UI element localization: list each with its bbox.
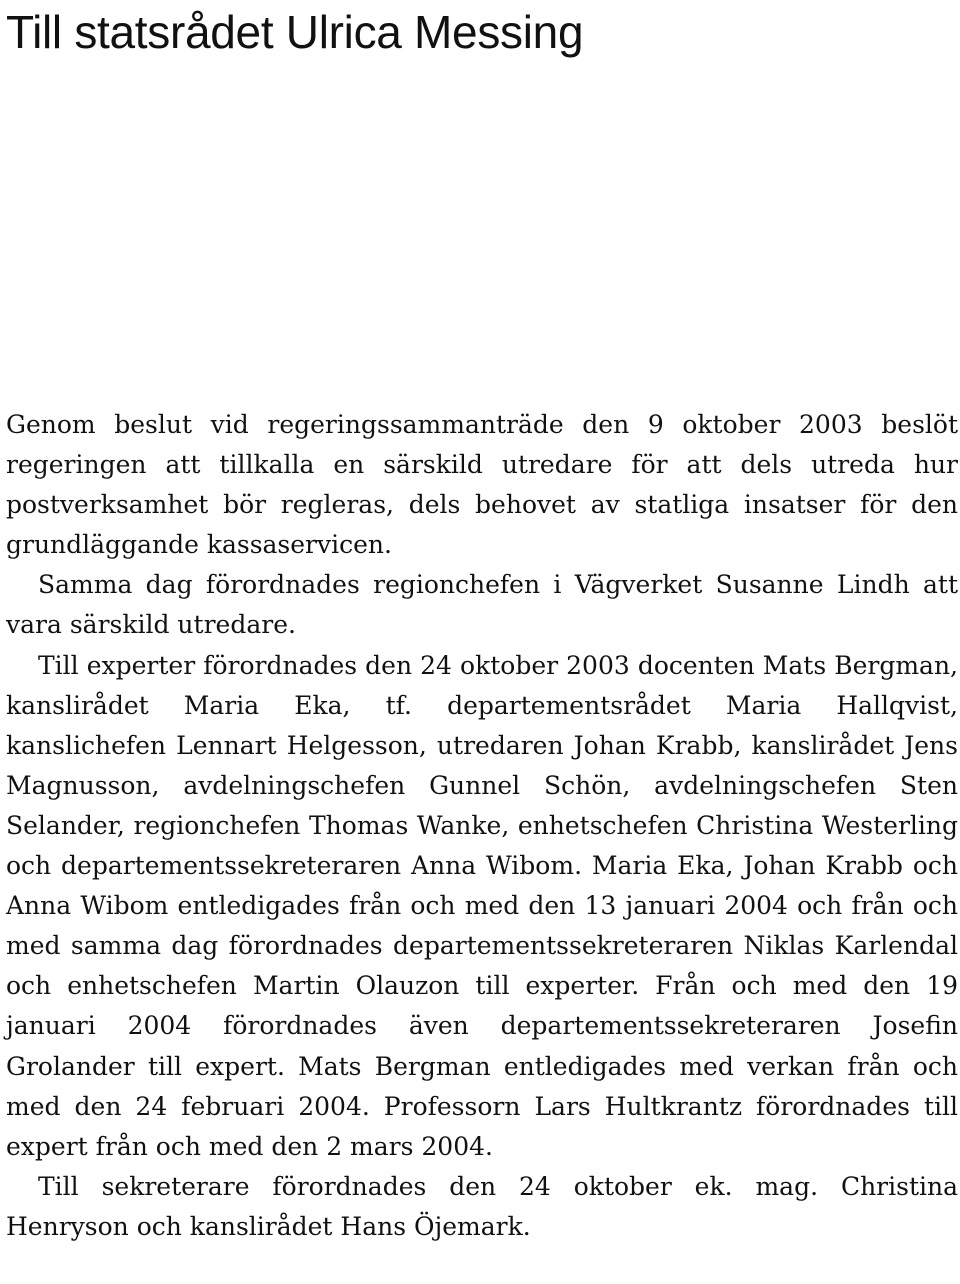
body-text bbox=[6, 405, 958, 1247]
paragraph-investigator: Samma dag förordnades regionchefen i Vägverket Susanne Lindh att vara särskild utredare. bbox=[6, 570, 958, 640]
paragraph-decision: Genom beslut vid regeringssammanträde den 9 oktober 2003 beslöt regeringen att tillkalla en särskild utredare för att dels utreda hur postverksamhet bör regleras, dels behovet av statliga insatser för den grundläggande kassaservicen. bbox=[6, 410, 958, 560]
page-title: Till statsrådet Ulrica Messing bbox=[6, 6, 584, 58]
paragraph-secretaries: Till sekreterare förordnades den 24 oktober ek. mag. Christina Henryson och kanslirådet Hans Öjemark. bbox=[6, 1171, 958, 1241]
paragraph-experts: Till experter förordnades den 24 oktober 2003 docenten Mats Bergman, kanslirådet Maria Eka, tf. departementsrådet Maria Hallqvist, kanslichefen Lennart Helgesson, utredaren Johan Krabb, kanslirådet Jens Magnusson, avdelningschefen Gunnel Schön, avdelningschefen Sten Selander, regionchefen Thomas Wanke, enhetschefen Christina Westerling och departementssekreteraren Anna Wibom. Maria Eka, Johan Krabb och Anna Wibom entledigades från och med den 13 januari 2004 och från och med samma dag förordnades departementssekreteraren Niklas Karlendal och enhetschefen Martin Olauzon till experter. Från och med den 19 januari 2004 förordnades även departementssekreteraren Josefin Grolander till expert. Mats Bergman entledigades med verkan från och med den 24 februari 2004. Professorn Lars Hultkrantz förordnades till expert från och med den 2 mars 2004. bbox=[6, 650, 958, 1161]
